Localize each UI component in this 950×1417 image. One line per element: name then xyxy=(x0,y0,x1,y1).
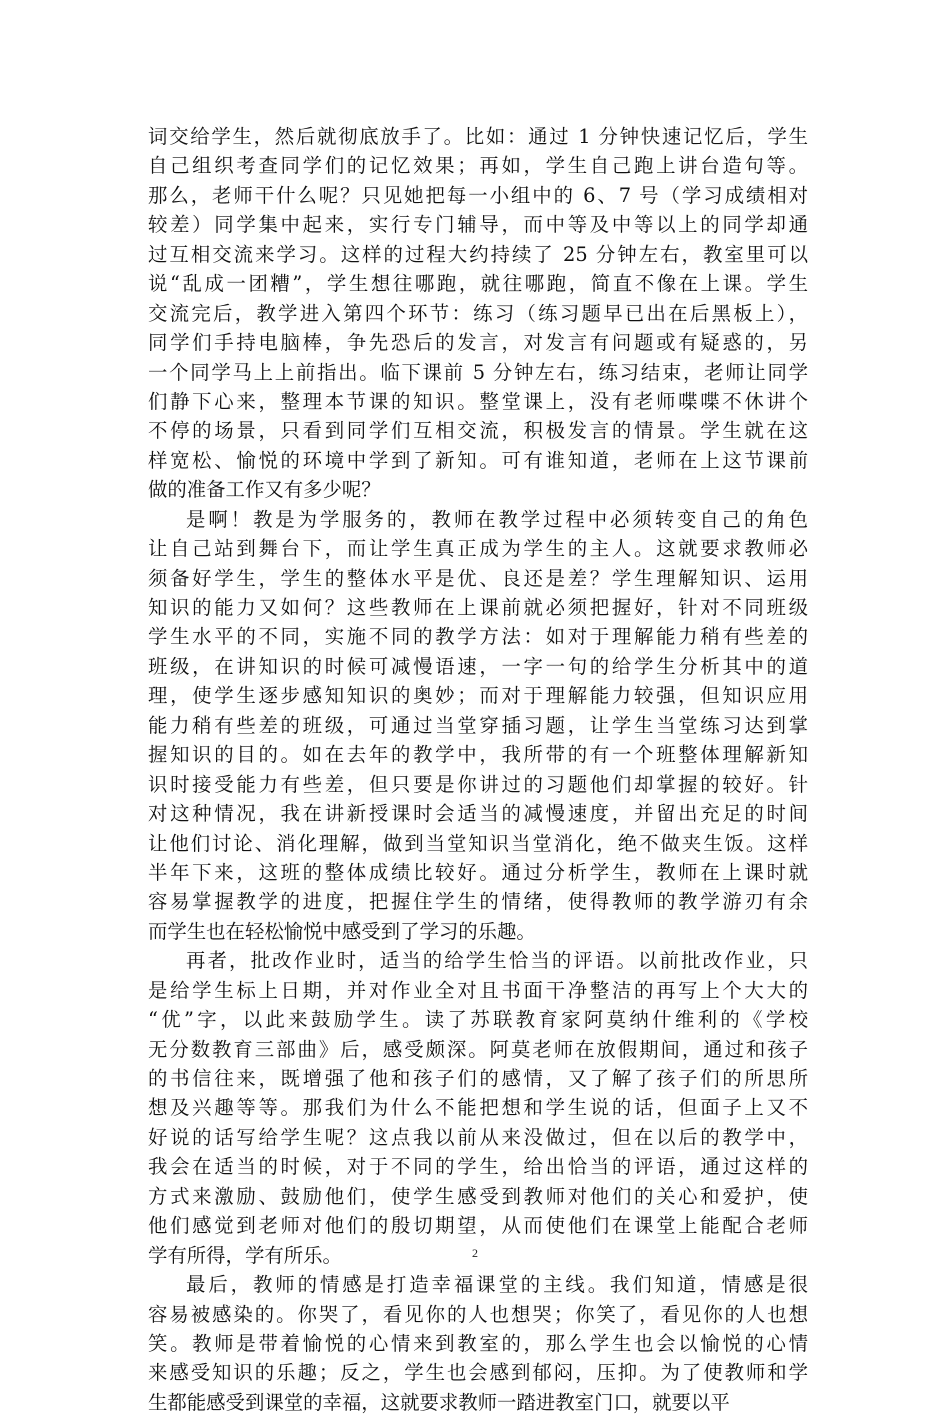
document-body xyxy=(148,122,808,1417)
text-line: 识时接受能力有些差，但只要是你讲过的习题他们却掌握的较好。针 xyxy=(148,772,808,796)
page-number: 2 xyxy=(472,1246,478,1260)
text-line: 不停的场景，只看到同学们互相交流，积极发言的情景。学生就在这 xyxy=(148,419,808,443)
text-line: 最后，教师的情感是打造幸福课堂的主线。我们知道，情感是很 xyxy=(186,1273,808,1297)
text-line: 的书信往来，既增强了他和孩子们的感情，又了解了孩子们的所思所 xyxy=(148,1067,808,1090)
text-line: 知识的能力又如何？这些教师在上课前就必须把握好，针对不同班级 xyxy=(148,596,808,619)
text-line: 理，使学生逐步感知知识的奥妙；而对于理解能力较强，但知识应用 xyxy=(148,684,808,708)
text-line: 容易掌握教学的进度，把握住学生的情绪，使得教师的教学游刃有余 xyxy=(148,890,808,914)
text-line: 做的准备工作又有多少呢？ xyxy=(148,478,381,502)
text-line: 容易被感染的。你哭了，看见你的人也想哭；你笑了，看见你的人也想 xyxy=(148,1302,808,1326)
text-line: 好说的话写给学生呢？这点我以前从来没做过，但在以后的教学中， xyxy=(148,1125,808,1149)
text-line: 笑。教师是带着愉悦的心情来到教室的，那么学生也会以愉悦的心情 xyxy=(148,1331,808,1355)
text-line: “优”字，以此来鼓励学生。读了苏联教育家阿莫纳什维利的《学校 xyxy=(148,1008,808,1032)
paragraph xyxy=(148,505,808,947)
text-line: 词交给学生，然后就彻底放手了。比如：通过 1 分钟快速记忆后，学生 xyxy=(148,125,808,148)
text-line: 是给学生标上日期，并对作业全对且书面干净整洁的再写上个大大的 xyxy=(148,978,808,1002)
text-line: 说“乱成一团糟”，学生想往哪跑，就往哪跑，简直不像在上课。学生 xyxy=(148,272,808,296)
text-line: 学有所得，学有所乐。 xyxy=(148,1243,342,1267)
text-line: 样宽松、愉悦的环境中学到了新知。可有谁知道，老师在上这节课前 xyxy=(148,448,808,472)
text-line: 方式来激励、鼓励他们，使学生感受到教师对他们的关心和爱护，使 xyxy=(148,1184,808,1208)
text-line: 那么，老师干什么呢？只见她把每一小组中的 6、7 号（学习成绩相对 xyxy=(148,183,808,207)
paragraph xyxy=(148,122,808,505)
text-line: 须备好学生，学生的整体水平是优、良还是差？学生理解知识、运用 xyxy=(148,566,808,590)
text-line: 想及兴趣等等。那我们为什么不能把想和学生说的话，但面子上又不 xyxy=(148,1096,808,1120)
text-line: 过互相交流来学习。这样的过程大约持续了 25 分钟左右，教室里可以 xyxy=(148,242,808,266)
text-line: 能力稍有些差的班级，可通过当堂穿插习题，让学生当堂练习达到掌 xyxy=(148,713,808,737)
text-line: 无分数教育三部曲》后，感受颇深。阿莫老师在放假期间，通过和孩子 xyxy=(148,1037,808,1061)
text-line: 一个同学马上上前指出。临下课前 5 分钟左右，练习结束，老师让同学 xyxy=(148,360,808,384)
text-line: 较差）同学集中起来，实行专门辅导，而中等及中等以上的同学却通 xyxy=(148,213,808,237)
text-line: 生都能感受到课堂的幸福，这就要求教师一踏进教室门口，就要以平 xyxy=(148,1390,730,1414)
text-line: 是啊！教是为学服务的，教师在教学过程中必须转变自己的角色 xyxy=(186,507,808,531)
text-line: 学生水平的不同，实施不同的教学方法：如对于理解能力稍有些差的 xyxy=(148,625,808,649)
text-line: 握知识的目的。如在去年的教学中，我所带的有一个班整体理解新知 xyxy=(148,743,808,767)
text-line: 我会在适当的时候，对于不同的学生，给出恰当的评语，通过这样的 xyxy=(148,1155,808,1179)
text-line: 对这种情况，我在讲新授课时会适当的减慢速度，并留出充足的时间 xyxy=(148,802,808,826)
text-line: 让自己站到舞台下，而让学生真正成为学生的主人。这就要求教师必 xyxy=(148,537,808,561)
text-line: 而学生也在轻松愉悦中感受到了学习的乐趣。 xyxy=(148,919,536,943)
text-line: 自己组织考查同学们的记忆效果；再如，学生自己跑上讲台造句等。 xyxy=(148,154,808,178)
text-line: 们静下心来，整理本节课的知识。整堂课上，没有老师喋喋不休讲个 xyxy=(148,389,808,413)
text-line: 半年下来，这班的整体成绩比较好。通过分析学生，教师在上课时就 xyxy=(148,860,808,884)
text-line: 来感受知识的乐趣；反之，学生也会感到郁闷，压抑。为了使教师和学 xyxy=(148,1361,808,1385)
text-line: 他们感觉到老师对他们的殷切期望，从而使他们在课堂上能配合老师 xyxy=(148,1214,808,1238)
text-line: 再者，批改作业时，适当的给学生恰当的评语。以前批改作业，只 xyxy=(186,949,808,973)
paragraph xyxy=(148,946,808,1270)
text-line: 让他们讨论、消化理解，做到当堂知识当堂消化，绝不做夹生饭。这样 xyxy=(148,831,808,855)
text-line: 班级，在讲知识的时候可减慢语速，一字一句的给学生分析其中的道 xyxy=(148,654,808,678)
text-line: 交流完后，教学进入第四个环节：练习（练习题早已出在后黑板上）， xyxy=(148,301,808,325)
text-line: 同学们手持电脑棒，争先恐后的发言，对发言有问题或有疑惑的，另 xyxy=(148,331,808,355)
